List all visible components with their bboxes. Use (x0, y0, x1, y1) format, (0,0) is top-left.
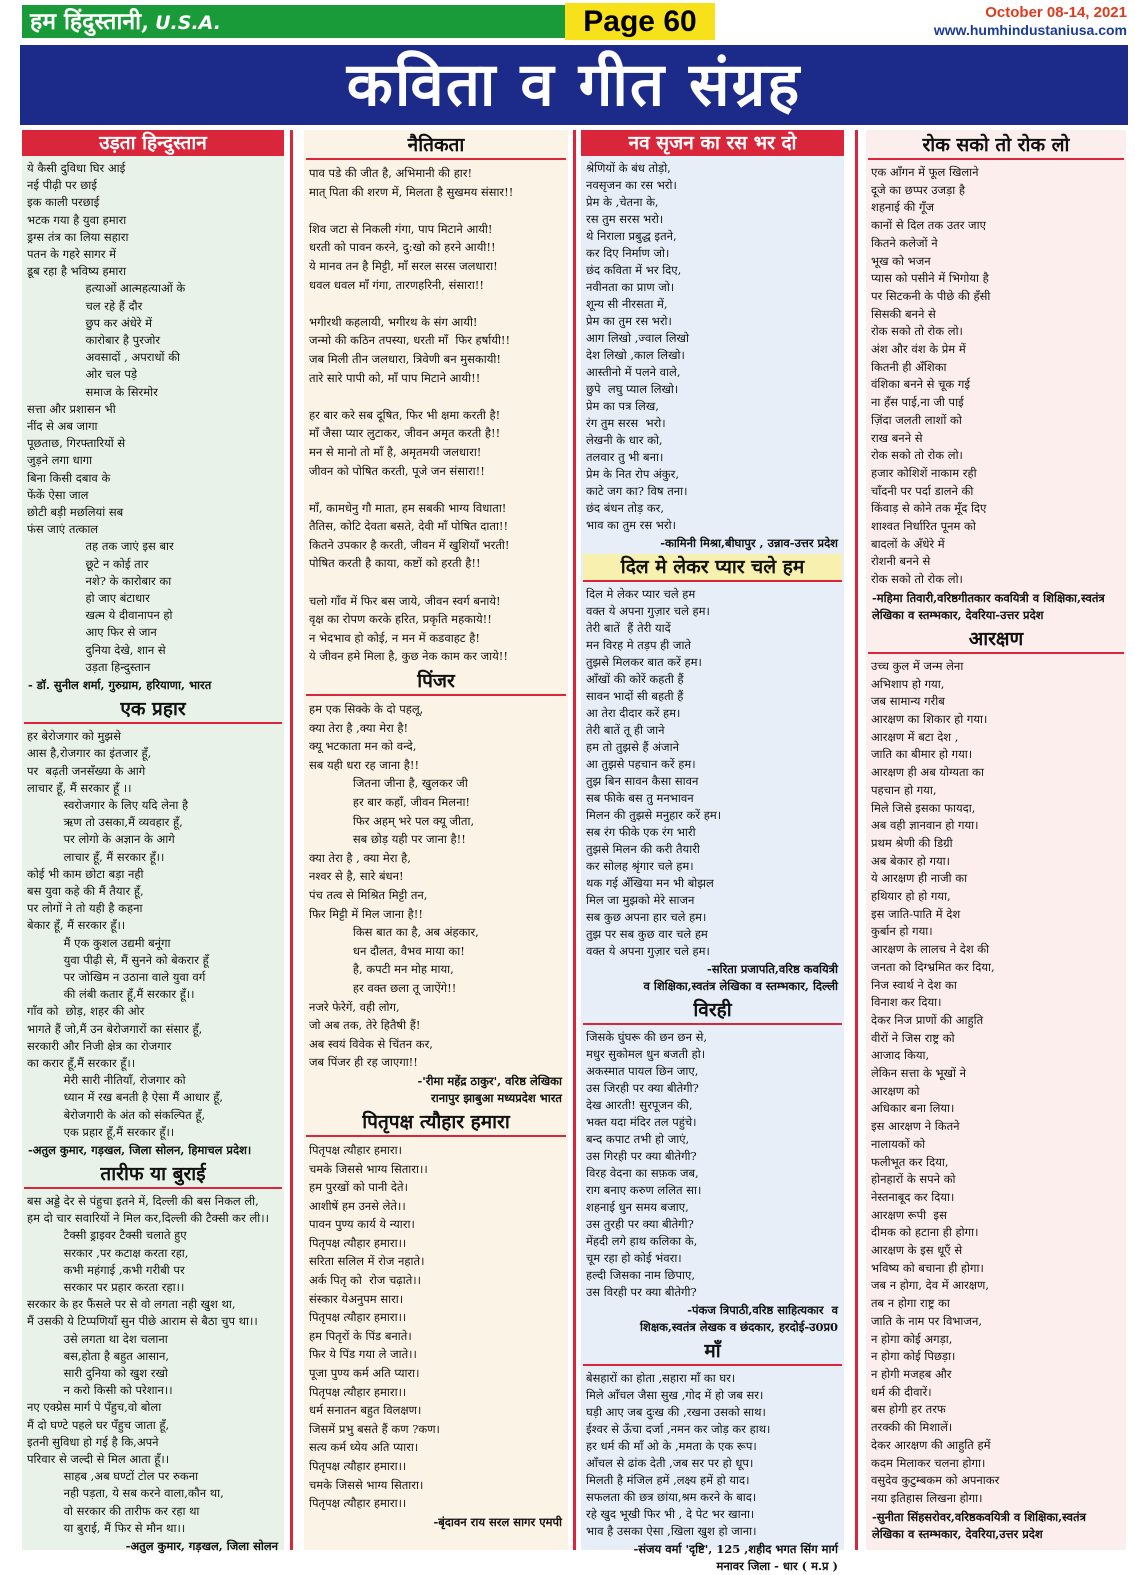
poem-author: -सुनीता सिंहसरोवर,वरिष्ठकवयित्री व शिक्षिका,स्वतंत्र लेखिका व स्तम्भकार, देवरिया,उत्तर प्रदेश (872, 1509, 1086, 1541)
poem-author: -अतुल कुमार, गड़खल, जिला सोलन (125, 1539, 278, 1554)
column-divider (290, 130, 293, 1550)
column-divider (855, 130, 858, 1550)
poem-author: -पंकज त्रिपाठी,वरिष्ठ साहित्यकार व शिक्षक,स्वतंत्र लेखक व छंदकार, हरदोई-उ0प्र0 (640, 1303, 838, 1334)
poem-title: पिंजर (306, 668, 566, 696)
poem-title: रोक सको तो रोक लो (868, 132, 1124, 160)
masthead (0, 0, 1135, 44)
brand-suffix: U.S.A. (155, 12, 221, 34)
column-2 (304, 130, 568, 1550)
poem-author: -अतुल कुमार, गड़खल, जिला सोलन, हिमाचल प्रदेश। (28, 1142, 252, 1157)
poem-text: दिल मे लेकर प्यार चले हम वक्त ये अपना गुज़ार चले हम। तेरी बातें हैं तेरी यादें मन विरह मे तड़प ही जाते तुझसे मिलकर बात करें हम। आँखों की कोरें कहती हैं सावन भादों सी बहती हैं आ तेरा दीदार करें हम। तेरी बातें तू ही जाने हम तो तुझसे हैं अंजाने आ तुझसे पहचान करें हम। तुझ बिन सावन कैसा सावन सब फीके बस तु मनभावन मिलन की तुझसे मनुहार करें हम। सब रंग फीके एक रंग भारी तुझसे मिलन की करी तैयारी कर सोलह श्रृंगार चले हम। थक गई अँखिया मन भी बोझल मिल जा मुझको मेरे साजन सब कुछ अपना हार चले हम। तुझ पर सब कुछ वार चले हम वक्त ये अपना गुज़ार चले हम। (586, 587, 722, 958)
poem-author: -'रीमा महेंद्र ठाकुर', वरिष्ठ लेखिका रानापुर झाबुआ मध्यप्रदेश भारत (417, 1073, 562, 1105)
issue-date: October 08-14, 2021 (985, 4, 1127, 21)
poem-author: -कामिनी मिश्रा,बीघापुर , उन्नाव-उत्तर प्रदेश (660, 536, 838, 550)
section-banner: कविता व गीत संग्रह (20, 45, 1128, 125)
poem-text: जिसके घुंघरू की छन छन से, मधुर सुकोमल धुन बजती हो। अकस्मात पायल छिन जाए, उस जिरही पर क्या बीतेगी? देख आरती! सुरपूजन की, भक्त यदा मंदिर तल पहुंचे। बन्द कपाट तभी हो जाएं, उस गिरही पर क्या बीतेगी? विरह वेदना का सफ़क जब, राग बनाए करुण ललित सा। शहनाई धुन समय बजाए, उस तुरही पर क्या बीतेगी? मेंहदी लगे हाथ कलिका के, चूम रहा हो कोई भंवरा। हल्दी जिसका नाम छिपाए, उस विरही पर क्या बीतेगी? (586, 1030, 708, 1299)
poem-title: विरही (583, 997, 842, 1025)
column-3 (581, 130, 844, 1573)
poem-title: नैतिकता (306, 132, 566, 160)
poem-text: पितृपक्ष त्यौहार हमारा। चमके जिससे भाग्य सितारा।। हम पुरखों को पानी देते। आशीषें हम उनसे लेते।। पावन पुण्य कार्य ये न्यारा। पितृपक्ष त्यौहार हमारा।। सरिता सलिल में रोज नहाते। अर्क पितृ को रोज चढ़ाते।। संस्कार येअनुपम सारा। पितृपक्ष त्यौहार हमारा।। हम पितृरों के पिंड बनाते। फिर ये पिंड गया ले जाते।। पूजा पुण्य कर्म अति प्यारा। पितृपक्ष त्यौहार हमारा।। धर्म सनातन बहुत विलक्षण। जिसमें प्रभु बसते हैं कण ?कण। सत्य कर्म ध्येय अति प्यारा। पितृपक्ष त्यौहार हमारा।। चमके जिससे भाग्य सितारा। पितृपक्ष त्यौहार हमारा।। (309, 1142, 440, 1511)
poem-author: -बृंदावन राय सरल सागर एमपी (433, 1514, 562, 1529)
poem-text: बस अड्डे देर से पंहुचा इतने में, दिल्ली की बस निकल ली, हम दो चार सवारियों ने मिल कर,दिल्ली की टैक्सी कर ली।। टैक्सी ड्राइवर टैक्सी चलाते हुए सरकार ,पर कटाक्ष करता रहा, कभी महंगाई ,कभी गरीबी पर सरकार पर प्रहार करता रहा।। सरकार के हर फैंसले पर से वो लगता नही खुश था, मैं उसकी ये टिप्पणियाँ सुन पीछे आराम से बैठा चुप था।। उसे लगता था देश चलाना बस,होता है बहुत आसान, सारी दुनिया को खुश रखो न करो किसी को परेशान।। नए एक्प्रेस मार्ग पे पँहुच,वो बोला मैं दो घण्टे पहले घर पँहुच जाता हूँ, इतनी सुविधा हो गई है कि,अपने परिवार से जल्दी से मिल आता हूँ।। साहब ,अब घण्टों टोल पर रुकना नही पड़ता, ये सब करने वाला,कौन था, वो सरकार की तारीफ कर रहा था या बुराई, मैं फिर से मौन था।। (27, 1193, 269, 1535)
page-number: Page 60 (565, 3, 715, 40)
poem-title: एक प्रहार (24, 696, 282, 724)
poem-title: माँ (583, 1338, 842, 1366)
poem-text: ये कैसी दुविधा घिर आई नई पीढ़ी पर छाई इक काली परछाई भटक गया है युवा हमारा ड्रग्स तंत्र का लिया सहारा पतन के गहरे सागर में डूब रहा है भविष्य हमारा हत्याओं आत्महत्याओं के चल रहे हैं दौर छुप कर अंधेरे में कारोबार है पुरजोर अवसादों , अपराधों की ओर चल पड़े समाज के सिरमोर सत्ता और प्रशासन भी नींद से अब जागा पूछताछ, गिरफ्तारियों से जुड़ने लगा धागा बिना किसी दबाव के फेंकें ऐसा जाल छोटी बड़ी मछलियां सब फंस जाएं तत्काल तह तक जाएं इस बार छूटे न कोई तार नशे? के कारोबार का हो जाए बंटाधार खत्म ये दीवानापन हो आए फिर से जान दुनिया देखे, शान से उड़ता हिन्दुस्तान (27, 161, 186, 674)
poem-author: -सरिता प्रजापति,वरिष्ठ कवयित्री व शिक्षिका,स्वतंत्र लेखिका व स्तम्भकार, दिल्ली (643, 962, 838, 993)
poem-title: दिल मे लेकर प्यार चले हम (583, 554, 842, 582)
column-1 (22, 130, 284, 1554)
poem-title: नव सृजन का रस भर दो (581, 130, 844, 156)
column-divider (573, 130, 576, 1550)
poem-author: -महिमा तिवारी,वरिष्ठगीतकार कवयित्री व शिक्षिका,स्वतंत्र लेखिका व स्तम्भकार, देवरिया-उत्तर प्रदेश (872, 590, 1105, 622)
poem-text: हर बेरोजगार को मुझसे आस है,रोजगार का इंतजार हूँ, पर बढ़ती जनसँख्या के आगे लाचार हूँ, मैं सरकार हूँ ।। स्वरोजगार के लिए यदि लेना है ऋण तो उसका,मैं व्यवहार हूँ, पर लोगो के अज्ञान के आगे लाचार हूँ, मैं सरकार हूँ।। कोई भी काम छोटा बड़ा नही बस युवा कहे की मैं तैयार हूँ, पर लोगों ने तो यही है कहना बेकार हूँ, मैं सरकार हूँ।। मैं एक कुशल उद्यमी बनूंगा युवा पीढ़ी से, मैं सुनने को बेकरार हूँ पर जोखिम न उठाना वाले युवा वर्ग की लंबी कतार हूँ,मैं सरकार हूँ।। गाँव को छोड़, शहर की ओर भागते हैं जो,मैं उन बेरोजगारों का संसार हूँ, सरकारी और निजी क्षेत्र का रोजगार का करार हूँ,मैं सरकार हूँ।। मेरी सारी नीतियाँ, रोजगार को ध्यान में रख बनती है ऐसा मैं आधार हूँ, बेरोजगारी के अंत को संकल्पित हूँ, एक प्रहार हूँ,मैं सरकार हूँ।। (27, 729, 223, 1139)
poem-text: हम एक सिक्के के दो पहलू, क्या तेरा है ,क्या मेरा है! क्यू भटकाता मन को वन्दे, सब यही धरा रह जाना है!! जितना जीना है, खुलकर जी हर बार कहाँ, जीवन मिलना! फिर अहम् भरे पल क्यू जीता, सब छोड़ यही पर जाना है!! क्या तेरा है , क्या मेरा है, नश्वर से है, सारे बंधन! पंच तत्व से मिश्रित मिट्टी तन, फिर मिट्टी में मिल जाना है!! किस बात का है, अब अंहकार, धन दौलत, वैभव माया का! है, कपटी मन मोह माया, हर वक्त छला तू जाऐंगे!! नजरे फेरेगें, वही लोग, जो अब तक, तेरे हितैषी हैं! अब स्वयं विवेक से चिंतन कर, जब पिंजर ही रह जाएगा!! (309, 702, 479, 1070)
poem-title: उड़ता हिन्दुस्तान (22, 130, 284, 156)
poem-title: आरक्षण (868, 626, 1124, 654)
poem-text: पाव पडे की जीत है, अभिमानी की हार! मात् पिता की शरण में, मिलता है सुखमय संसार!! शिव जटा से निकली गंगा, पाप मिटाने आयी! धरती को पावन करने, दु:खो को हरने आयी!! ये मानव तन है मिट्टी, माँ सरल सरस जलधारा! धवल धवल माँ गंगा, तारणहरिनी, संसारा!! भगीरथी कहलायी, भगीरथ के संग आयी! जन्मो की कठिन तपस्या, धरती माँ फिर हर्षायी!! जब मिली तीन जलधारा, त्रिवेणी बन मुसकायी! तारे सारे पापी को, माँ पाप मिटाने आयी!! हर बार करे सब दूषित, फिर भी क्षमा करती है! माँ जैसा प्यार लुटाकर, जीवन अमृत करती है!! मन से मानो तो माँ है, अमृतमयी जलधारा! जीवन को पोषित करती, पूजे जन संसारा!! माँ, कामधेनु गौ माता, हम सबकी भाग्य विधाता! तैतिस, कोटि देवता बसते, देवी माँ पोषित दाता!! कितने उपकार है करती, जीवन में खुशियाँ भरती! पोषित करती है काया, कष्टों को हरती है!! चलो गाँव में फिर बस जाये, जीवन स्वर्ग बनाये! वृक्ष का रोपण करके हरित, प्रकृति महकाये!! न भेदभाव हो कोई, न मन में कडवाहट है! ये जीवन हमे मिला है, कुछ नेक काम कर जाये!! (309, 166, 514, 664)
brand-logo (22, 5, 567, 38)
website-link[interactable]: www.humhindustaniusa.com (933, 22, 1127, 38)
poem-text: बेसहारों का होता ,सहारा माँ का घर। मिले आँचल जैसा सुख ,गोद में हो जब सर। घड़ी आए जब दुःख की ,रखना उसको साथ। ईश्वर से ऊँचा दर्जा ,नमन कर जोड़ कर हाथ। हर धर्म की माँ ओ के ,ममता के एक रूप। आँचल से ढांक देती ,जब सर पर हो धूप। मिलती है मंजिल हमें ,लक्ष्य हमें हो याद। सफलता की छत्र छांया,श्रम करने के बाद। रहे खुद भूखी फिर भी , दे पेट भर खाना। भाव है उसका ऐसा ,खिला खुश हो जाना। (586, 1371, 771, 1538)
poem-text: उच्च कुल में जन्म लेना अभिशाप हो गया, जब सामान्य गरीब आरक्षण का शिकार हो गया। आरक्षण में बटा देश , जाति का बीमार हो गया। आरक्षण ही अब योग्यता का पहचान हो गया, मिले जिसे इसका फायदा, अब वही ज्ञानवान हो गया। प्रथम श्रेणी की डिग्री अब बेकार हो गया। ये आरक्षण ही नाजी का हथियार हो हो गया, इस जाति-पाति में देश कुर्बान हो गया। आरक्षण के लालच ने देश की जनता को दिग्भ्रमित कर दिया, निज स्वार्थ ने देश का विनाश कर दिया। देकर निज प्राणों की आहुति वीरों ने जिस राष्ट्र को आजाद किया, लेकिन सत्ता के भूखों ने आरक्षण को अधिकार बना लिया। इस आरक्षण ने कितने नालायकों को फलीभूत कर दिया, होनहारों के सपने को नेस्तनाबूद कर दिया। आरक्षण रूपी इस दीमक को हटाना ही होगा। आरक्षण के इस धूएँ से भविष्य को बचाना ही होगा। जब न होगा, देव में आरक्षण, तब न होगा राष्ट्र का जाति के नाम पर विभाजन, न होगा कोई अगड़ा, न होगा कोई पिछड़ा। न होगी मजहब और धर्म की दीवारें। बस होगी हर तरफ तरक्की की मिशालें। देकर आरक्षण की आहुति हमें कदम मिलाकर चलना होगा। वसुदेव कुटुम्बकम को अपनाकर नया इतिहास लिखना होगा। (871, 658, 1000, 1505)
column-4 (866, 130, 1126, 1550)
poem-author: - डॉ. सुनील शर्मा, गुरुग्राम, हरियाणा, भारत (28, 678, 212, 693)
poem-title: पितृपक्ष त्यौहार हमारा (306, 1109, 566, 1137)
poem-title: तारीफ या बुराई (24, 1161, 282, 1189)
brand-name: हम हिंदुस्तानी, (30, 8, 150, 35)
poem-text: श्रेणियों के बंध तोड़ो, नवसृजन का रस भरो। प्रेम के ,चेतना के, रस तुम सरस भरो। थे निराला प्रबुद्ध इतने, कर दिए निर्माण जो। छंद कविता में भर दिए, नवीनता का प्राण जो। शून्य सी नीरसता में, प्रेम का तुम रस भरो। आग लिखो ,ज्वाल लिखो देश लिखो ,काल लिखो। आस्तीनो में पलने वाले, छुपे लघु प्याल लिखो। प्रेम का पत्र लिख, रंग तुम सरस भरो। लेखनी के धार को, तलवार तु भी बना। प्रेम के नित रोप अंकुर, काटे जग का? विष तना। छंद बंधन तोड़ कर, भाव का तुम रस भरो। (586, 161, 689, 532)
poem-author: -संजय वर्मा 'दृष्टि', 125 ,शहीद भगत सिंग मार्ग मनावर जिला - धार ( म.प्र ) (633, 1542, 838, 1573)
poem-text: एक आँगन में फूल खिलाने दूजे का छप्पर उजड़ा है शहनाई की गूँज कानों से दिल तक उतर जाए कितने कलेजों ने भूख को भजन प्यास को पसीने में भिगोया है पर सिटकनी के पीछे की हँसी सिसकी बनने से रोक सको तो रोक लो। अंश और वंश के प्रेम में कितनी ही अँशिका वंशिका बनने से चूक गई ना हँस पाई,ना जी पाई ज़िंदा जलती लाशों को राख बनने से रोक सको तो रोक लो। हजार कोशिशें नाकाम रही चाँदनी पर पर्दा डालने की किंवाड़ से कोने तक मूँद दिए शाश्वत निर्धारित पूनम को बादलों के अँधेरे में रोशनी बनने से रोक सको तो रोक लो। (871, 165, 991, 587)
